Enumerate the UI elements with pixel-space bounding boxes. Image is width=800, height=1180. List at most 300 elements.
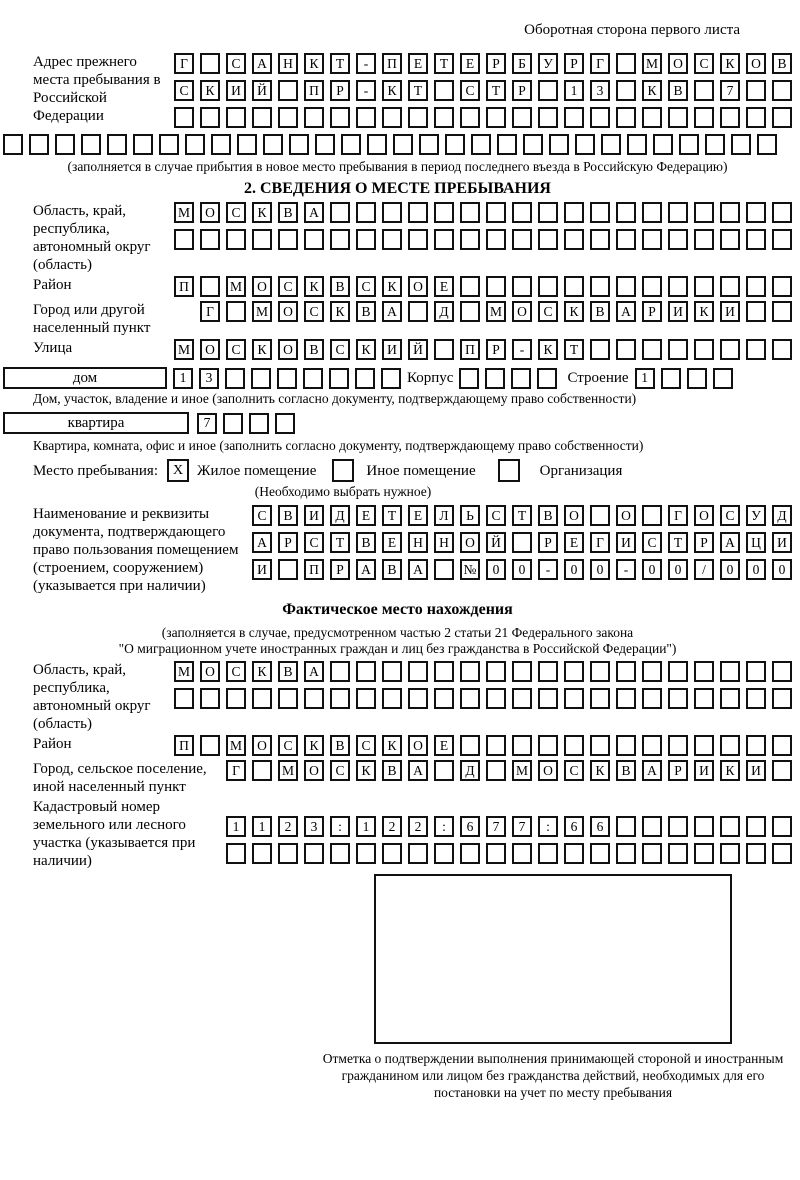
char-cell[interactable] <box>687 368 707 389</box>
char-cell[interactable]: / <box>694 559 714 580</box>
char-cell[interactable]: Е <box>408 505 428 526</box>
char-cell[interactable] <box>668 107 688 128</box>
char-cell[interactable] <box>356 202 376 223</box>
korpus-cells[interactable] <box>459 368 557 389</box>
char-cell[interactable]: В <box>304 339 324 360</box>
char-cell[interactable] <box>694 816 714 837</box>
char-cell[interactable] <box>512 735 532 756</box>
char-cell[interactable] <box>746 276 766 297</box>
char-cell[interactable]: 7 <box>197 413 217 434</box>
char-cell[interactable] <box>512 229 532 250</box>
char-cell[interactable]: О <box>694 505 714 526</box>
char-cell[interactable] <box>538 202 558 223</box>
char-cell[interactable] <box>616 735 636 756</box>
char-cell[interactable] <box>408 301 428 322</box>
char-cell[interactable] <box>200 276 220 297</box>
char-cell[interactable] <box>746 816 766 837</box>
char-cell[interactable] <box>757 134 777 155</box>
fact-region-row2[interactable] <box>174 688 792 709</box>
char-cell[interactable] <box>200 735 220 756</box>
char-cell[interactable]: У <box>538 53 558 74</box>
char-cell[interactable] <box>226 843 246 864</box>
char-cell[interactable]: К <box>200 80 220 101</box>
char-cell[interactable] <box>315 134 335 155</box>
char-cell[interactable]: К <box>252 202 272 223</box>
char-cell[interactable]: С <box>486 505 506 526</box>
char-cell[interactable] <box>538 107 558 128</box>
char-cell[interactable] <box>616 107 636 128</box>
char-cell[interactable]: 0 <box>486 559 506 580</box>
char-cell[interactable]: 3 <box>199 368 219 389</box>
char-cell[interactable] <box>616 276 636 297</box>
char-cell[interactable]: О <box>252 735 272 756</box>
char-cell[interactable] <box>408 688 428 709</box>
char-cell[interactable] <box>590 229 610 250</box>
char-cell[interactable]: : <box>538 816 558 837</box>
char-cell[interactable]: О <box>460 532 480 553</box>
char-cell[interactable]: Р <box>278 532 298 553</box>
fact-region-row1[interactable] <box>174 661 792 682</box>
char-cell[interactable] <box>668 661 688 682</box>
char-cell[interactable] <box>133 134 153 155</box>
char-cell[interactable]: К <box>694 301 714 322</box>
char-cell[interactable]: Й <box>408 339 428 360</box>
char-cell[interactable] <box>642 505 662 526</box>
char-cell[interactable]: 0 <box>590 559 610 580</box>
char-cell[interactable]: О <box>278 301 298 322</box>
char-cell[interactable] <box>694 107 714 128</box>
char-cell[interactable] <box>616 229 636 250</box>
char-cell[interactable]: Г <box>200 301 220 322</box>
char-cell[interactable] <box>459 368 479 389</box>
char-cell[interactable] <box>538 80 558 101</box>
char-cell[interactable] <box>303 368 323 389</box>
char-cell[interactable] <box>200 53 220 74</box>
char-cell[interactable]: М <box>226 276 246 297</box>
char-cell[interactable] <box>381 368 401 389</box>
char-cell[interactable]: Т <box>330 532 350 553</box>
char-cell[interactable]: 3 <box>590 80 610 101</box>
char-cell[interactable]: Г <box>226 760 246 781</box>
char-cell[interactable] <box>252 760 272 781</box>
char-cell[interactable] <box>642 339 662 360</box>
char-cell[interactable] <box>486 276 506 297</box>
char-cell[interactable]: Й <box>486 532 506 553</box>
char-cell[interactable]: 1 <box>226 816 246 837</box>
char-cell[interactable]: - <box>512 339 532 360</box>
char-cell[interactable] <box>486 229 506 250</box>
char-cell[interactable]: У <box>746 505 766 526</box>
char-cell[interactable]: М <box>642 53 662 74</box>
char-cell[interactable]: В <box>382 559 402 580</box>
char-cell[interactable] <box>772 276 792 297</box>
char-cell[interactable]: В <box>538 505 558 526</box>
char-cell[interactable]: М <box>512 760 532 781</box>
char-cell[interactable] <box>252 843 272 864</box>
char-cell[interactable] <box>382 843 402 864</box>
char-cell[interactable] <box>460 301 480 322</box>
char-cell[interactable]: 2 <box>278 816 298 837</box>
char-cell[interactable] <box>564 229 584 250</box>
char-cell[interactable]: Т <box>564 339 584 360</box>
char-cell[interactable] <box>590 735 610 756</box>
char-cell[interactable] <box>668 816 688 837</box>
char-cell[interactable]: В <box>330 276 350 297</box>
char-cell[interactable]: А <box>252 532 272 553</box>
char-cell[interactable]: 7 <box>486 816 506 837</box>
char-cell[interactable] <box>642 688 662 709</box>
prev-address-row3[interactable] <box>174 107 792 128</box>
char-cell[interactable]: Е <box>382 532 402 553</box>
char-cell[interactable] <box>107 134 127 155</box>
char-cell[interactable] <box>772 202 792 223</box>
char-cell[interactable]: М <box>174 202 194 223</box>
char-cell[interactable]: А <box>304 202 324 223</box>
char-cell[interactable]: - <box>538 559 558 580</box>
char-cell[interactable] <box>538 229 558 250</box>
char-cell[interactable] <box>616 339 636 360</box>
char-cell[interactable] <box>668 276 688 297</box>
char-cell[interactable] <box>772 107 792 128</box>
prev-address-row4[interactable] <box>3 134 792 155</box>
char-cell[interactable] <box>174 229 194 250</box>
char-cell[interactable] <box>460 107 480 128</box>
char-cell[interactable] <box>668 843 688 864</box>
char-cell[interactable] <box>537 368 557 389</box>
char-cell[interactable]: К <box>330 301 350 322</box>
char-cell[interactable]: О <box>304 760 324 781</box>
fact-settlement-row[interactable] <box>226 760 792 781</box>
char-cell[interactable]: : <box>330 816 350 837</box>
char-cell[interactable] <box>512 688 532 709</box>
char-cell[interactable] <box>564 735 584 756</box>
char-cell[interactable] <box>772 661 792 682</box>
char-cell[interactable] <box>538 276 558 297</box>
char-cell[interactable] <box>720 843 740 864</box>
char-cell[interactable] <box>616 53 636 74</box>
char-cell[interactable] <box>512 532 532 553</box>
char-cell[interactable]: В <box>278 202 298 223</box>
char-cell[interactable] <box>772 816 792 837</box>
char-cell[interactable]: 1 <box>356 816 376 837</box>
char-cell[interactable]: Н <box>434 532 454 553</box>
char-cell[interactable]: 2 <box>382 816 402 837</box>
char-cell[interactable] <box>356 661 376 682</box>
char-cell[interactable] <box>356 229 376 250</box>
char-cell[interactable]: М <box>278 760 298 781</box>
char-cell[interactable] <box>159 134 179 155</box>
char-cell[interactable]: О <box>200 661 220 682</box>
char-cell[interactable] <box>523 134 543 155</box>
char-cell[interactable] <box>549 134 569 155</box>
char-cell[interactable]: И <box>252 559 272 580</box>
char-cell[interactable] <box>642 202 662 223</box>
char-cell[interactable]: В <box>356 301 376 322</box>
char-cell[interactable] <box>661 368 681 389</box>
char-cell[interactable] <box>746 202 766 223</box>
char-cell[interactable] <box>590 202 610 223</box>
char-cell[interactable] <box>720 816 740 837</box>
char-cell[interactable]: К <box>642 80 662 101</box>
char-cell[interactable] <box>616 843 636 864</box>
char-cell[interactable]: С <box>304 532 324 553</box>
char-cell[interactable]: И <box>668 301 688 322</box>
char-cell[interactable]: О <box>512 301 532 322</box>
char-cell[interactable] <box>694 202 714 223</box>
checkbox-other-premises[interactable] <box>332 459 354 482</box>
char-cell[interactable] <box>679 134 699 155</box>
char-cell[interactable]: - <box>616 559 636 580</box>
char-cell[interactable]: М <box>486 301 506 322</box>
char-cell[interactable] <box>538 661 558 682</box>
document-row3[interactable] <box>252 559 792 580</box>
char-cell[interactable] <box>408 107 428 128</box>
char-cell[interactable]: В <box>356 532 376 553</box>
char-cell[interactable]: Р <box>486 53 506 74</box>
document-row2[interactable] <box>252 532 792 553</box>
char-cell[interactable]: В <box>382 760 402 781</box>
char-cell[interactable] <box>434 843 454 864</box>
char-cell[interactable]: В <box>772 53 792 74</box>
char-cell[interactable]: А <box>642 760 662 781</box>
char-cell[interactable] <box>460 661 480 682</box>
char-cell[interactable]: И <box>304 505 324 526</box>
char-cell[interactable] <box>367 134 387 155</box>
char-cell[interactable] <box>460 735 480 756</box>
char-cell[interactable] <box>720 229 740 250</box>
char-cell[interactable] <box>408 229 428 250</box>
char-cell[interactable] <box>720 339 740 360</box>
char-cell[interactable] <box>419 134 439 155</box>
char-cell[interactable]: 0 <box>720 559 740 580</box>
char-cell[interactable] <box>772 229 792 250</box>
char-cell[interactable] <box>642 229 662 250</box>
char-cell[interactable]: С <box>304 301 324 322</box>
char-cell[interactable]: 2 <box>408 816 428 837</box>
char-cell[interactable] <box>694 339 714 360</box>
char-cell[interactable] <box>226 688 246 709</box>
char-cell[interactable] <box>434 559 454 580</box>
char-cell[interactable] <box>200 229 220 250</box>
char-cell[interactable]: О <box>668 53 688 74</box>
char-cell[interactable]: К <box>382 735 402 756</box>
char-cell[interactable]: В <box>668 80 688 101</box>
char-cell[interactable] <box>642 816 662 837</box>
char-cell[interactable]: К <box>356 760 376 781</box>
char-cell[interactable]: Ц <box>746 532 766 553</box>
char-cell[interactable] <box>356 688 376 709</box>
char-cell[interactable] <box>341 134 361 155</box>
char-cell[interactable] <box>772 735 792 756</box>
char-cell[interactable]: А <box>408 559 428 580</box>
char-cell[interactable] <box>251 368 271 389</box>
char-cell[interactable]: 6 <box>564 816 584 837</box>
char-cell[interactable]: Т <box>512 505 532 526</box>
char-cell[interactable]: 7 <box>512 816 532 837</box>
char-cell[interactable]: П <box>460 339 480 360</box>
char-cell[interactable] <box>616 688 636 709</box>
char-cell[interactable] <box>642 661 662 682</box>
char-cell[interactable]: С <box>538 301 558 322</box>
char-cell[interactable] <box>746 80 766 101</box>
char-cell[interactable]: Е <box>434 276 454 297</box>
char-cell[interactable] <box>408 202 428 223</box>
char-cell[interactable]: Р <box>668 760 688 781</box>
char-cell[interactable]: Е <box>356 505 376 526</box>
char-cell[interactable] <box>304 843 324 864</box>
char-cell[interactable]: С <box>226 202 246 223</box>
char-cell[interactable] <box>460 843 480 864</box>
char-cell[interactable]: Р <box>642 301 662 322</box>
char-cell[interactable]: Р <box>512 80 532 101</box>
char-cell[interactable]: Т <box>434 53 454 74</box>
char-cell[interactable] <box>497 134 517 155</box>
char-cell[interactable]: О <box>200 202 220 223</box>
char-cell[interactable] <box>668 339 688 360</box>
char-cell[interactable]: Р <box>694 532 714 553</box>
char-cell[interactable] <box>330 661 350 682</box>
char-cell[interactable] <box>460 688 480 709</box>
char-cell[interactable]: Т <box>330 53 350 74</box>
char-cell[interactable]: К <box>590 760 610 781</box>
char-cell[interactable] <box>564 107 584 128</box>
char-cell[interactable]: К <box>252 339 272 360</box>
char-cell[interactable] <box>252 229 272 250</box>
char-cell[interactable]: С <box>174 80 194 101</box>
char-cell[interactable]: Р <box>330 80 350 101</box>
char-cell[interactable]: Т <box>382 505 402 526</box>
char-cell[interactable]: О <box>538 760 558 781</box>
char-cell[interactable] <box>746 229 766 250</box>
char-cell[interactable] <box>434 202 454 223</box>
char-cell[interactable] <box>249 413 269 434</box>
char-cell[interactable]: С <box>356 276 376 297</box>
char-cell[interactable]: Т <box>668 532 688 553</box>
char-cell[interactable] <box>486 661 506 682</box>
char-cell[interactable] <box>694 229 714 250</box>
char-cell[interactable] <box>226 301 246 322</box>
char-cell[interactable]: 0 <box>668 559 688 580</box>
char-cell[interactable] <box>55 134 75 155</box>
char-cell[interactable]: Т <box>408 80 428 101</box>
region-row2[interactable] <box>174 229 792 250</box>
char-cell[interactable]: О <box>278 339 298 360</box>
char-cell[interactable]: Д <box>460 760 480 781</box>
char-cell[interactable]: К <box>304 735 324 756</box>
char-cell[interactable]: О <box>408 276 428 297</box>
document-row1[interactable] <box>252 505 792 526</box>
char-cell[interactable] <box>330 107 350 128</box>
char-cell[interactable] <box>590 661 610 682</box>
char-cell[interactable] <box>434 339 454 360</box>
char-cell[interactable] <box>564 843 584 864</box>
prev-address-row1[interactable] <box>174 53 792 74</box>
char-cell[interactable] <box>746 735 766 756</box>
char-cell[interactable]: Д <box>434 301 454 322</box>
char-cell[interactable] <box>731 134 751 155</box>
char-cell[interactable] <box>538 735 558 756</box>
char-cell[interactable]: 3 <box>304 816 324 837</box>
char-cell[interactable]: М <box>174 339 194 360</box>
char-cell[interactable]: С <box>330 339 350 360</box>
char-cell[interactable] <box>408 843 428 864</box>
char-cell[interactable]: С <box>460 80 480 101</box>
char-cell[interactable]: 0 <box>772 559 792 580</box>
char-cell[interactable] <box>278 559 298 580</box>
char-cell[interactable]: К <box>304 276 324 297</box>
char-cell[interactable] <box>713 368 733 389</box>
char-cell[interactable] <box>330 843 350 864</box>
char-cell[interactable] <box>304 688 324 709</box>
char-cell[interactable]: А <box>616 301 636 322</box>
char-cell[interactable]: 0 <box>746 559 766 580</box>
char-cell[interactable]: А <box>720 532 740 553</box>
house-number-cells[interactable] <box>173 368 401 389</box>
char-cell[interactable] <box>330 202 350 223</box>
char-cell[interactable]: 0 <box>642 559 662 580</box>
char-cell[interactable]: С <box>356 735 376 756</box>
char-cell[interactable] <box>486 688 506 709</box>
char-cell[interactable] <box>408 661 428 682</box>
char-cell[interactable] <box>694 843 714 864</box>
char-cell[interactable] <box>275 413 295 434</box>
char-cell[interactable]: С <box>278 735 298 756</box>
char-cell[interactable]: М <box>252 301 272 322</box>
char-cell[interactable]: Т <box>486 80 506 101</box>
char-cell[interactable] <box>694 661 714 682</box>
char-cell[interactable] <box>642 735 662 756</box>
char-cell[interactable]: К <box>252 661 272 682</box>
char-cell[interactable] <box>616 661 636 682</box>
char-cell[interactable]: О <box>564 505 584 526</box>
char-cell[interactable] <box>653 134 673 155</box>
char-cell[interactable]: К <box>538 339 558 360</box>
stroenie-cells[interactable] <box>635 368 733 389</box>
char-cell[interactable]: Р <box>486 339 506 360</box>
char-cell[interactable] <box>564 661 584 682</box>
char-cell[interactable] <box>211 134 231 155</box>
char-cell[interactable]: С <box>278 276 298 297</box>
char-cell[interactable] <box>564 276 584 297</box>
char-cell[interactable]: С <box>226 661 246 682</box>
cadastral-row1[interactable] <box>226 816 792 837</box>
char-cell[interactable]: О <box>746 53 766 74</box>
char-cell[interactable] <box>382 661 402 682</box>
char-cell[interactable]: О <box>252 276 272 297</box>
char-cell[interactable] <box>434 229 454 250</box>
char-cell[interactable]: В <box>330 735 350 756</box>
char-cell[interactable]: И <box>746 760 766 781</box>
char-cell[interactable]: К <box>382 80 402 101</box>
char-cell[interactable]: К <box>304 53 324 74</box>
char-cell[interactable] <box>278 80 298 101</box>
char-cell[interactable] <box>200 107 220 128</box>
char-cell[interactable] <box>772 843 792 864</box>
char-cell[interactable]: П <box>304 559 324 580</box>
char-cell[interactable] <box>278 688 298 709</box>
char-cell[interactable]: К <box>720 760 740 781</box>
char-cell[interactable] <box>460 202 480 223</box>
char-cell[interactable] <box>460 276 480 297</box>
char-cell[interactable]: Д <box>772 505 792 526</box>
char-cell[interactable] <box>355 368 375 389</box>
char-cell[interactable] <box>705 134 725 155</box>
char-cell[interactable]: - <box>356 53 376 74</box>
char-cell[interactable] <box>642 276 662 297</box>
char-cell[interactable]: Р <box>564 53 584 74</box>
char-cell[interactable] <box>590 843 610 864</box>
char-cell[interactable]: П <box>382 53 402 74</box>
